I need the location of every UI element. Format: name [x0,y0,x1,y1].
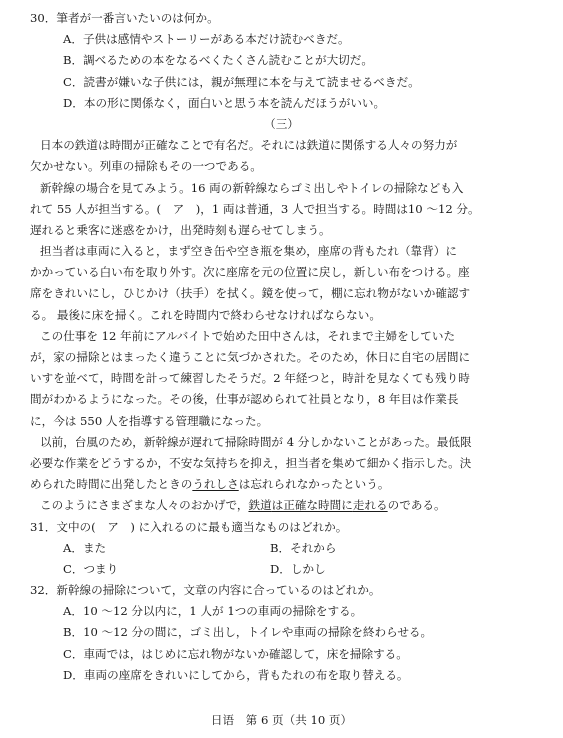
passage-line: る。 最後に床を掃く。これを時間内で終わらせなければならない。 [30,307,381,322]
question-31-stem: 31．文中の( ア ) に入れるのに最も適当なものはどれか。 [30,519,348,534]
q31-options-row [0,538,563,559]
page-footer: 日语 第 6 页（共 10 页） [210,713,353,727]
passage-text: は忘れられなかったという。 [238,477,390,492]
underlined-word-tetsudo: 鉄道 [248,498,272,513]
passage-line-underlined [0,474,563,495]
passage-line: いすを並べて，時間を計って練習したそうだ。2 年経つと，時計を見なくても残り時 [30,371,470,386]
passage-line: かかっている白い布を取り外す。次に座席を元の位置に戻し，新しい布をつける。座 [30,265,470,280]
passage-line: この仕事を 12 年前にアルバイトで始めた田中さんは，それまで主婦をしていた [40,328,456,343]
underlined-word-ureshisa: うれしさ [192,477,239,492]
question-32-stem: 32．新幹線の掃除について，文章の内容に合っているのはどれか。 [30,583,381,598]
underlined-word-hashireru: 走れる [352,498,388,513]
passage-line: 以前，台風のため，新幹線が遅れて掃除時間が 4 分しかないことがあった。最低限 [40,434,472,449]
passage-text: のである。 [387,498,446,513]
section-marker: （三） [264,116,299,131]
q31-option-a: A．また [63,540,107,555]
passage-line: 必要な作業をどうするか，不安な気持ちを抑え，担当者を集めて細かく指示した。決 [30,455,472,470]
q30-option-b: B．調べるための本をなるべくたくさん読むことが大切だ。 [63,53,373,68]
passage-line: れて 55 人が担当する。( ア )，1 両は普通，3 人で担当する。時間は10 〜12 分。 [30,201,480,216]
q32-option-b: B．10 〜12 分の間に，ゴミ出し，トイレや車両の掃除を終わらせる。 [63,625,433,640]
passage-line: 日本の鉄道は時間が正確なことで有名だ。それには鉄道に関係する人々の努力が [40,138,458,153]
q31-option-d: D．しかし [270,561,326,576]
q30-option-d: D．本の形に関係なく，面白いと思う本を読んだほうがいい。 [63,95,386,110]
passage-line: 遅れると乗客に迷惑をかけ，出発時刻も遅らせてしまう。 [30,222,331,237]
q31-option-b: B．それから [270,540,337,555]
q32-option-d: D．車両の座席をきれいにしてから，背もたれの布を取り替える。 [63,667,409,682]
passage-line: 担当者は車両に入ると，まず空き缶や空き瓶を集め，座席の背もたれ（靠背）に [40,244,457,259]
passage-line: 間がわかるようになった。その後，仕事が認められて社員となり，8 年目は作業長 [30,392,459,407]
q30-option-a: A．子供は感情やストーリーがある本だけ読むべきだ。 [63,32,350,47]
passage-line: に，今は 550 人を指導する管理職になった。 [30,413,269,428]
passage-text: められた時間に出発したときの [30,477,193,492]
passage-line: が，家の掃除とはまったく違うことに気づかされた。そのため，休日に自宅の居間に [30,350,471,364]
passage-line: 欠かせない。列車の掃除もその一つである。 [30,159,262,174]
q32-option-c: C．車両では，はじめに忘れ物がないか確認して，床を掃除する。 [63,646,408,661]
q30-option-c: C．読書が嫌いな子供には，親が無理に本を与えて読ませるべきだ。 [63,74,420,89]
passage-text: このようにさまざまな人々のおかげで， [40,498,249,513]
passage-line: 席をきれいにし，ひじかけ（扶手）を拭く。鏡を使って，棚に忘れ物がないか確認す [30,286,471,301]
q32-option-a: A．10 〜12 分以内に，1 人が 1つの車両の掃除をする。 [63,604,363,619]
exam-page [0,8,563,686]
passage-line: 新幹線の場合を見てみよう。16 両の新幹線ならゴミ出しやトイレの掃除なども入 [40,180,464,195]
underlined-phrase: は正確な時間に [271,498,353,513]
passage-line-underlined [0,495,563,516]
q31-options-row [0,559,563,580]
question-30-stem: 30．筆者が一番言いたいのは何か。 [30,11,219,25]
q31-option-c: C．つまり [63,561,119,576]
